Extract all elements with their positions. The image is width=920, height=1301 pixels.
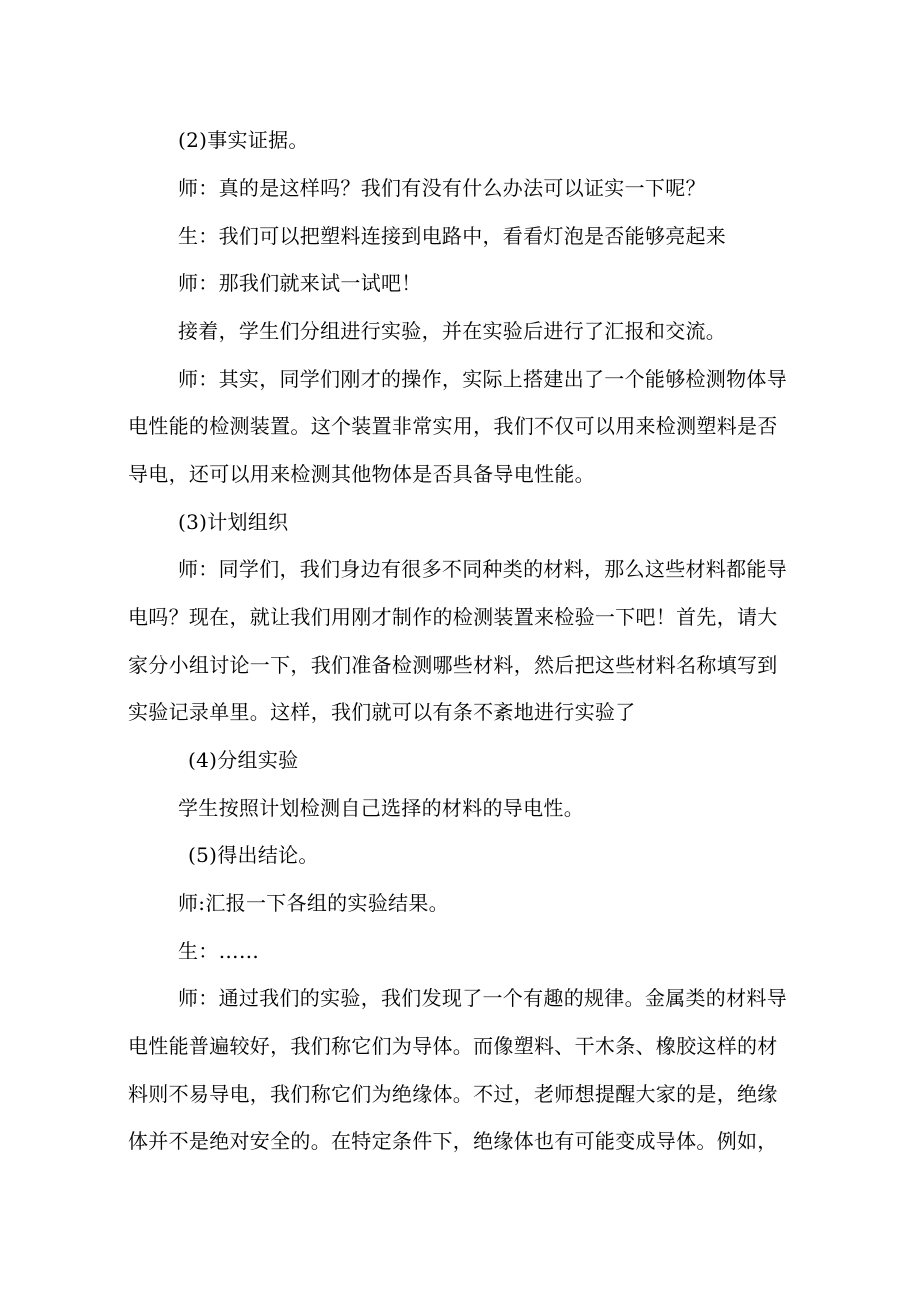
section-heading-plan: (3)计划组织 (178, 510, 289, 534)
paragraph-line: 师：通过我们的实验，我们发现了一个有趣的规律。金属类的材料导 (178, 986, 787, 1010)
paragraph-line: 电性能普遍较好，我们称它们为导体。而像塑料、干木条、橡胶这样的材 (128, 1034, 778, 1058)
section-heading-conclusion: (5)得出结论。 (188, 843, 319, 867)
paragraph-line: 师:汇报一下各组的实验结果。 (178, 891, 449, 915)
paragraph-line: 生：…… (178, 939, 260, 963)
paragraph-line: 接着，学生们分组进行实验，并在实验后进行了汇报和交流。 (178, 319, 727, 343)
paragraph-line: 料则不易导电，我们称它们为绝缘体。不过，老师想提醒大家的是，绝缘 (128, 1082, 778, 1106)
paragraph-line: 导电，还可以用来检测其他物体是否具备导电性能。 (128, 462, 595, 486)
paragraph-line: 生：我们可以把塑料连接到电路中，看看灯泡是否能够亮起来 (178, 224, 727, 248)
paragraph-line: 电性能的检测装置。这个装置非常实用，我们不仅可以用来检测塑料是否 (128, 414, 778, 438)
paragraph-line: 师：真的是这样吗？我们有没有什么办法可以证实一下呢？ (178, 176, 706, 200)
paragraph-line: 学生按照计划检测自己选择的材料的导电性。 (178, 796, 584, 820)
paragraph-line: 实验记录单里。这样，我们就可以有条不紊地进行实验了 (128, 700, 636, 724)
section-heading-group-experiment: (4)分组实验 (188, 748, 299, 772)
paragraph-line: 师：那我们就来试一试吧！ (178, 271, 422, 295)
paragraph-line: 师：同学们，我们身边有很多不同种类的材料，那么这些材料都能导 (178, 557, 787, 581)
section-heading-evidence: (2)事实证据。 (178, 128, 309, 152)
paragraph-line: 电吗？现在，就让我们用刚才制作的检测装置来检验一下吧！首先，请大 (128, 605, 778, 629)
paragraph-line: 体并不是绝对安全的。在特定条件下，绝缘体也有可能变成导体。例如， (128, 1129, 778, 1153)
paragraph-line: 师：其实，同学们刚才的操作，实际上搭建出了一个能够检测物体导 (178, 367, 787, 391)
paragraph-line: 家分小组讨论一下，我们准备检测哪些材料，然后把这些材料名称填写到 (128, 653, 778, 677)
